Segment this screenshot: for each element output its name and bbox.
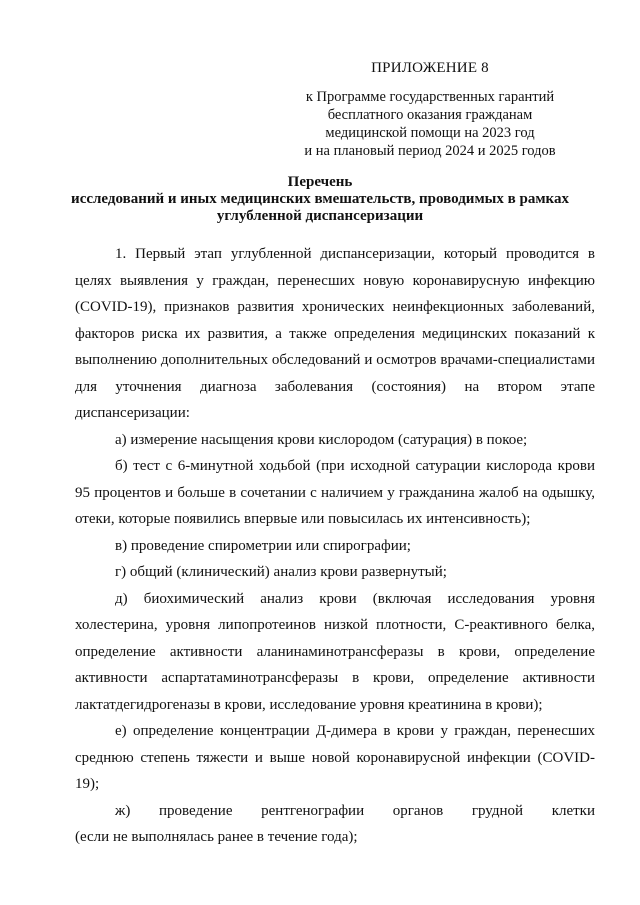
appendix-title: ПРИЛОЖЕНИЕ 8 [371,60,489,76]
document-title [60,174,580,225]
paragraph-item-g: г) общий (клинический) анализ крови развернутый; [115,564,447,580]
paragraph-item-e: е) определение концентрации Д-димера в крови у граждан, перенесших среднюю степень тяжести и выше новой коронавирусной инфекции (COVID-19); [75,723,595,792]
paragraph-item-1: 1. Первый этап углубленной диспансеризации, который проводится в целях выявления у граждан, перенесших новую коронавирусную инфекцию (COVID-19), признаков развития хронических неинфекционных заболеваний, факторов риска их развития, а также определения медицинских показаний к выполнению дополнительных обследований и осмотров врачами-специалистами для уточнения диагноза заболевания (состояния) на втором этапе диспансеризации: [75,246,595,421]
appendix-line: к Программе государственных гарантий [305,89,555,105]
paragraph-item-v: в) проведение спирометрии или спирографии; [115,537,411,554]
paragraph-item-zh: ж) проведение рентгенографии органов грудной клетки [115,802,595,819]
appendix-line: и на плановый период 2024 и 2025 годов [304,143,556,159]
paragraph-item-b: б) тест с 6-минутной ходьбой (при исходной сатурации кислорода крови 95 процентов и больше в сочетании с наличием у гражданина жалоб на одышку, отеки, которые появились впервые или повысилась их интенсивность); [75,458,595,527]
paragraph-item-d: д) биохимический анализ крови (включая исследования уровня холестерина, уровня липопротеинов низкой плотности, С-реактивного белка, определение активности аланинаминотрансферазы в крови, определение активности аспартатаминотрансферазы в крови, определение активности лактатдегидрогеназы в крови, исследование уровня креатинина в крови); [75,590,595,713]
title-line: углубленной диспансеризации [216,208,424,224]
title-line: исследований и иных медицинских вмешательств, проводимых в рамках [71,191,569,207]
appendix-line: медицинской помощи на 2023 год [325,125,535,141]
appendix-reference [290,88,570,160]
paragraph-item-a: а) измерение насыщения крови кислородом (сатурация) в покое; [115,431,528,448]
paragraph-item-zh-continuation: (если не выполнялась ранее в течение года); [75,829,358,845]
appendix-line: бесплатного оказания гражданам [327,107,533,123]
title-line: Перечень [287,174,353,190]
document-body [75,241,595,851]
